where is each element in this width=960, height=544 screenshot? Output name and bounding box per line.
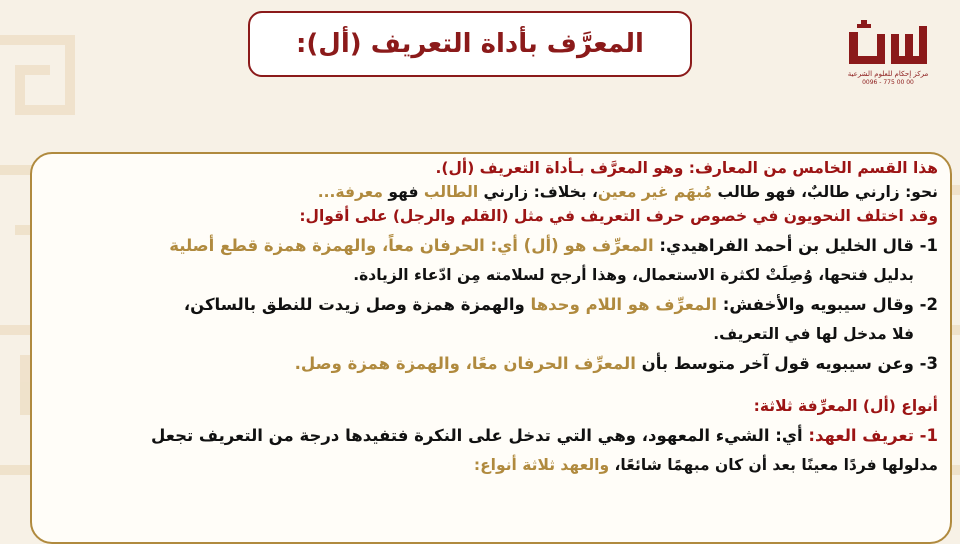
text-line (50, 322, 938, 346)
text-span: هذا القسم الخامس من المعارف: وهو المعرَّف بـأداة التعريف (أل). (435, 159, 938, 177)
text-span: معرفة... (317, 183, 383, 201)
logo-subtitle: مركز إحكام للعلوم الشرعية (847, 70, 929, 78)
text-span: أنواع (أل) المعرِّفة ثلاثة: (753, 397, 938, 415)
title-box (248, 11, 692, 77)
text-line (50, 156, 938, 180)
text-line (50, 204, 938, 228)
text-line (50, 394, 938, 418)
logo-mark-icon (843, 20, 933, 70)
text-span: أي: الشيء المعهود، وهي التي تدخل على النكرة فتفيدها درجة من التعريف تجعل (151, 426, 803, 445)
text-span: المعرِّف هو (أل) أي: الحرفان معاً، والهمزة همزة قطع أصلية (169, 236, 654, 255)
text-span: 1- تعريف العهد: (802, 426, 938, 445)
text-span: 3- وعن سيبويه قول آخر متوسط بأن (635, 354, 938, 373)
text-line (50, 418, 938, 453)
logo-number: 0096 - 775 00 00 (862, 79, 914, 86)
text-span: المعرِّف الحرفان معًا، والهمزة همزة وصل. (294, 354, 636, 373)
text-span: فلا مدخل لها في التعريف. (713, 325, 914, 343)
text-line (50, 453, 938, 477)
text-span: المعرِّف هو اللام وحدها (530, 295, 717, 314)
text-line (50, 180, 938, 204)
text-span: نحو: زارني طالبٌ، فهو طالب (712, 183, 938, 201)
text-span: بدليل فتحها، وُصِلَتْ لكثرة الاستعمال، وهذا أرجح لسلامته مِن ادّعاء الزيادة. (353, 266, 914, 284)
content-text (50, 156, 938, 477)
text-line (50, 228, 938, 263)
text-span: الطالب (423, 183, 479, 201)
text-span: 1- قال الخليل بن أحمد الفراهيدي: (653, 236, 938, 255)
page-title: المعرَّف بأداة التعريف (أل): (296, 29, 644, 59)
text-span: ، بخلاف: زارني (478, 183, 598, 201)
text-line (50, 287, 938, 322)
text-line (50, 263, 938, 287)
text-span: والعهد ثلاثة أنواع: (473, 456, 610, 474)
text-span: فهو (382, 183, 424, 201)
text-span: والهمزة همزة وصل زيدت للنطق بالساكن، (183, 295, 531, 314)
text-span: وقد اختلف النحويون في خصوص حرف التعريف في مثل (القلم والرجل) على أقوال: (299, 207, 938, 225)
text-span: 2- وقال سيبويه والأخفش: (716, 295, 938, 314)
spacer (50, 381, 938, 394)
text-line (50, 346, 938, 381)
text-span: مدلولها فردًا معينًا بعد أن كان مبهمًا شائعًا، (609, 456, 938, 474)
logo (838, 20, 938, 100)
text-span: مُبهَم غير معين (597, 183, 713, 201)
